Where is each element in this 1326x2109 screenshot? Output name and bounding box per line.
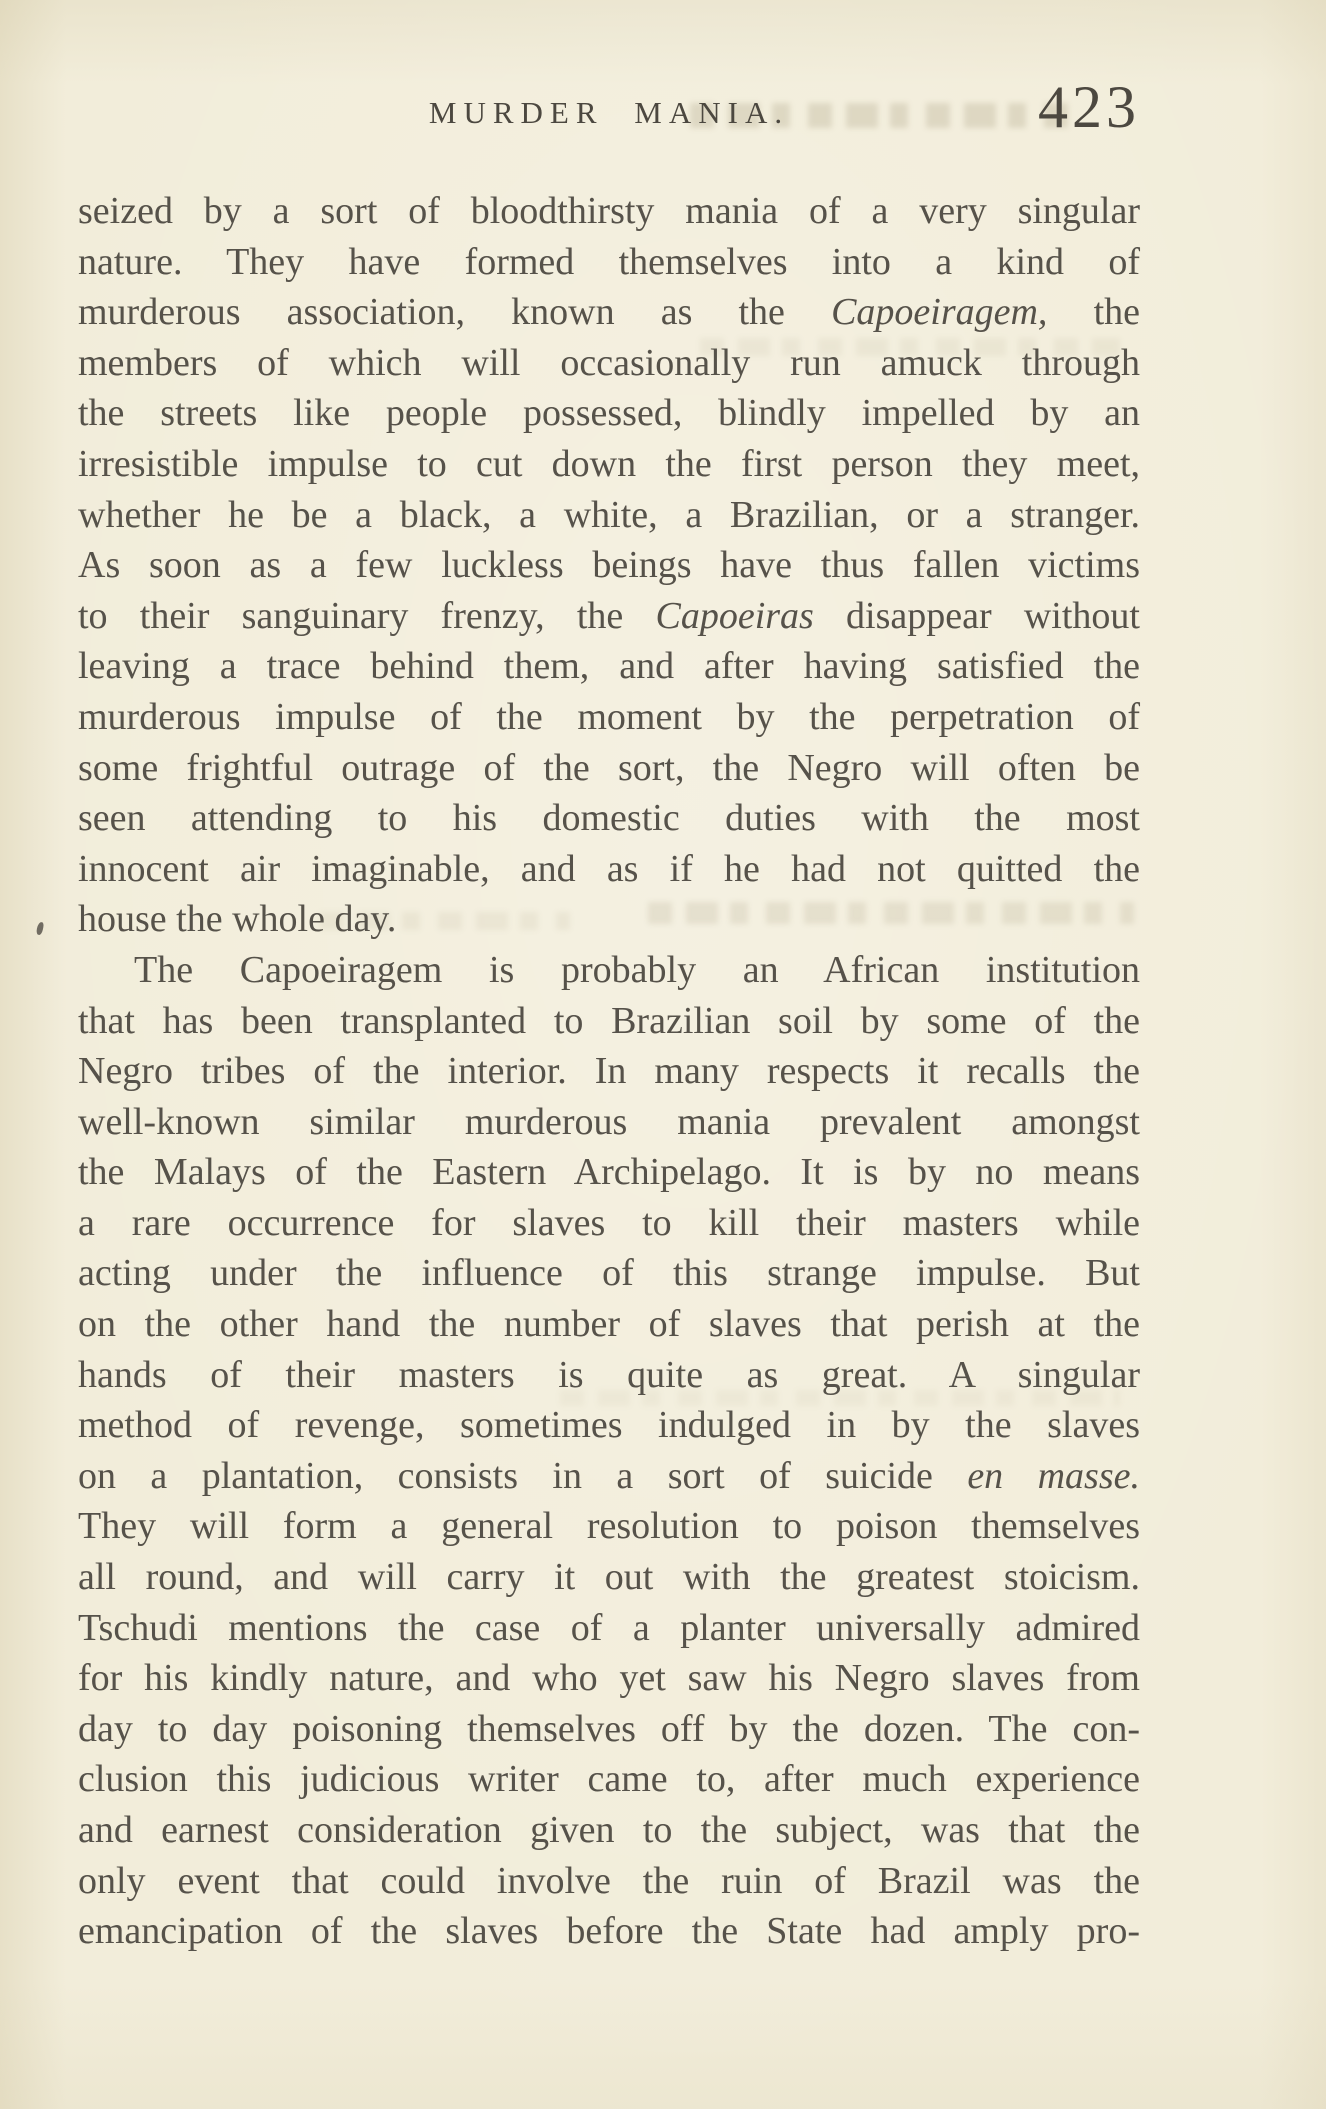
text-line [78,1451,1140,1502]
text-segment: Negro tribes of the interior. In many respects it recalls the [78,1050,1140,1093]
text-line [78,388,1140,439]
text-segment: nature. They have formed themselves into a kind of [78,240,1140,283]
text-line [78,1299,1140,1350]
text-segment: for his kindly nature, and who yet saw his Negro slaves from [78,1657,1140,1700]
text-segment: clusion this judicious writer came to, after much experience [78,1758,1140,1801]
text-line [78,1350,1140,1401]
text-segment: disappear without [813,594,1140,637]
text-line [78,844,1140,895]
text-segment: some frightful outrage of the sort, the Negro will often be [78,746,1140,789]
text-line [78,1501,1140,1552]
text-segment: well-known similar murderous mania prevalent amongst [78,1100,1140,1143]
running-title: MURDER MANIA. [428,95,790,130]
text-line [78,237,1140,288]
text-segment: hands of their masters is quite as great. A singular [78,1353,1140,1396]
text-line [78,1147,1140,1198]
text-segment: irresistible impulse to cut down the first person they meet, [78,442,1140,485]
text-line [78,1704,1140,1755]
text-line [78,1552,1140,1603]
text-line [78,945,1140,996]
text-segment: that has been transplanted to Brazilian soil by some of the [78,999,1140,1042]
text-line [78,1097,1140,1148]
text-segment: members of which will occasionally run amuck through [78,341,1140,384]
text-line [78,692,1140,743]
text-line [78,1248,1140,1299]
text-line [78,1805,1140,1856]
italic-text: en masse. [967,1454,1140,1497]
text-segment: on a plantation, consists in a sort of suicide [78,1454,968,1497]
text-segment: to their sanguinary frenzy, the [78,594,656,637]
text-segment: day to day poisoning themselves off by the dozen. The con- [78,1707,1140,1750]
text-segment: The Capoeiragem is probably an African institution [134,948,1140,991]
text-line [78,1198,1140,1249]
text-line [78,793,1140,844]
text-line [78,894,1140,945]
text-line [78,540,1140,591]
text-segment: innocent air imaginable, and as if he had not quitted the [78,847,1140,890]
text-segment: and earnest consideration given to the subject, was that the [78,1809,1140,1851]
text-line [78,439,1140,490]
text-segment: leaving a trace behind them, and after having satisfied the [78,645,1140,688]
text-segment: emancipation of the slaves before the State had amply pro- [78,1910,1140,1953]
text-segment: method of revenge, sometimes indulged in by the slaves [78,1404,1140,1447]
text-segment: only event that could involve the ruin of Brazil was the [78,1859,1140,1902]
text-line [78,1400,1140,1451]
text-segment: seen attending to his domestic duties with the most [78,797,1140,840]
text-segment: on the other hand the number of slaves that perish at the [78,1303,1140,1346]
text-segment: seized by a sort of bloodthirsty mania of a very singular [78,190,1140,232]
text-line [78,1653,1140,1704]
text-segment: whether he be a black, a white, a Brazilian, or a stranger. [78,493,1140,536]
text-line [78,1046,1140,1097]
text-line [78,743,1140,794]
italic-text: Capoeiragem, [831,291,1048,334]
text-segment: a rare occurrence for slaves to kill their masters while [78,1201,1140,1244]
text-segment: the streets like people possessed, blindly impelled by an [78,392,1140,435]
text-segment: murderous association, known as the [78,291,832,334]
text-segment: acting under the influence of this strange impulse. But [78,1252,1140,1295]
text-line [78,996,1140,1047]
text-segment: murderous impulse of the moment by the perpetration of [78,695,1140,738]
italic-text: Capoeiras [655,594,814,637]
text-segment: Tschudi mentions the case of a planter universally admired [78,1606,1140,1649]
text-line [78,1856,1140,1907]
text-line [78,338,1140,389]
text-line [78,641,1140,692]
body-text [78,186,1140,1957]
text-line [78,1906,1140,1957]
text-line [78,591,1140,642]
text-segment: all round, and will carry it out with the greatest stoicism. [78,1556,1140,1599]
text-line [78,287,1140,338]
text-line [78,186,1140,237]
text-line [78,490,1140,541]
page-header [78,74,1140,140]
page-number: 423 [1038,74,1140,140]
text-segment: As soon as a few luckless beings have thus fallen victims [78,544,1140,587]
text-segment: They will form a general resolution to poison themselves [78,1505,1140,1548]
text-segment: house the whole day. [78,898,397,941]
text-line [78,1603,1140,1654]
text-segment: the [1047,291,1140,334]
text-segment: the Malays of the Eastern Archipelago. It is by no means [78,1151,1140,1194]
text-line [78,1754,1140,1805]
ink-speck [36,922,45,936]
